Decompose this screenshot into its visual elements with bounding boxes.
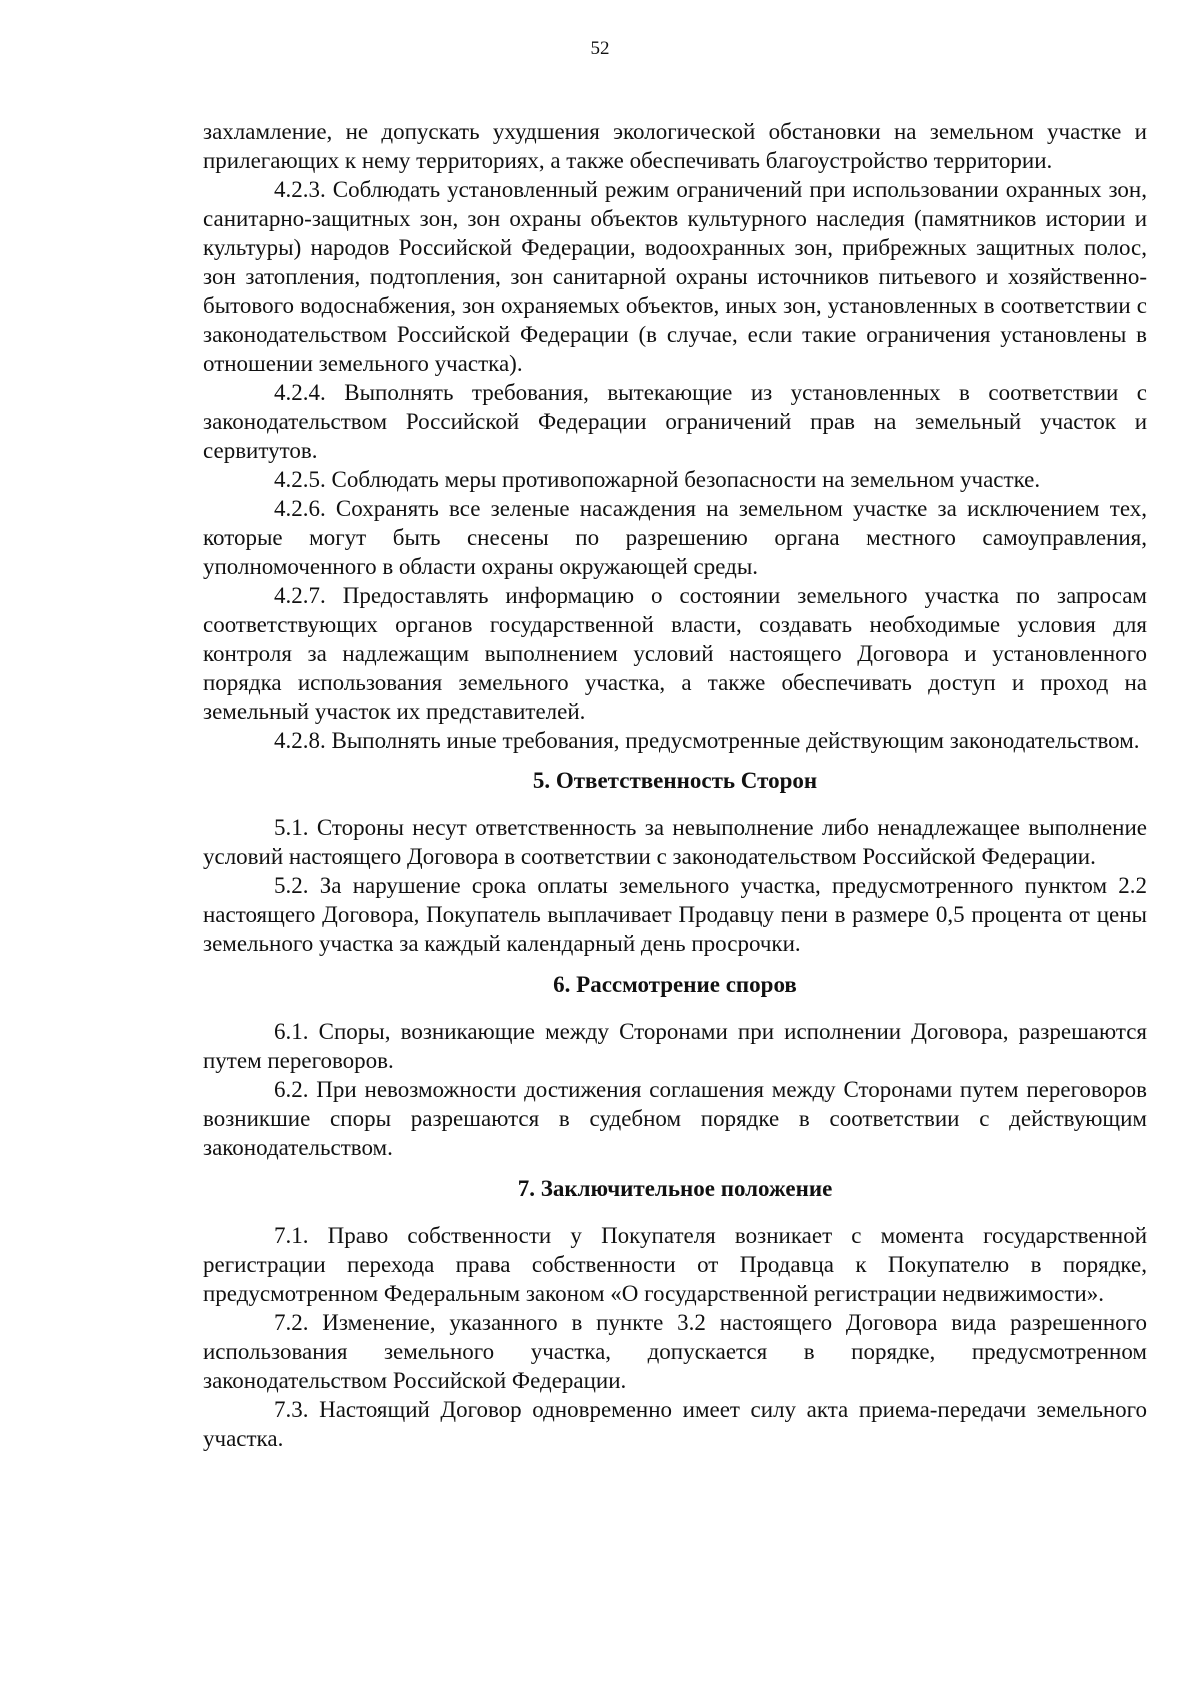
paragraph: захламление, не допускать ухудшения экологической обстановки на земельном участке и прилегающих к нему территориях, а также обеспечивать благоустройство территории.: [203, 119, 1147, 173]
page-number: 52: [590, 38, 610, 59]
section-heading: 6. Рассмотрение споров: [553, 972, 797, 997]
paragraph: 5.1. Стороны несут ответственность за невыполнение либо ненадлежащее выполнение условий настоящего Договора в соответствии с законодательством Российской Федерации.: [203, 815, 1147, 869]
paragraph: 5.2. За нарушение срока оплаты земельного участка, предусмотренного пунктом 2.2 настоящего Договора, Покупатель выплачивает Продавцу пени в размере 0,5 процента от цены земельного участка за каждый календарный день просрочки.: [203, 873, 1147, 956]
document-body: [203, 117, 1147, 1453]
paragraph: 7.3. Настоящий Договор одновременно имеет силу акта приема-передачи земельного участка.: [203, 1397, 1147, 1451]
paragraph: 6.2. При невозможности достижения соглашения между Сторонами путем переговоров возникшие споры разрешаются в судебном порядке в соответствии с действующим законодательством.: [203, 1077, 1147, 1160]
paragraph: 4.2.5. Соблюдать меры противопожарной безопасности на земельном участке.: [274, 467, 1041, 492]
paragraph: 7.1. Право собственности у Покупателя возникает с момента государственной регистрации перехода права собственности от Продавца к Покупателю в порядке, предусмотренном Федеральным законом «О государственной регистрации недвижимости».: [203, 1223, 1147, 1306]
paragraph: 4.2.3. Соблюдать установленный режим ограничений при использовании охранных зон, санитарно-защитных зон, зон охраны объектов культурного наследия (памятников истории и культуры) народов Российской Федерации, водоохранных зон, прибрежных защитных полос, зон затопления, подтопления, зон санитарной охраны источников питьевого и хозяйственно-бытового водоснабжения, зон охраняемых объектов, иных зон, установленных в соответствии с законодательством Российской Федерации (в случае, если такие ограничения установлены в отношении земельного участка).: [203, 177, 1147, 376]
paragraph: 4.2.8. Выполнять иные требования, предусмотренные действующим законодательством.: [274, 728, 1140, 753]
section-heading: 5. Ответственность Сторон: [532, 768, 818, 793]
section-heading: 7. Заключительное положение: [517, 1176, 833, 1201]
paragraph: 4.2.7. Предоставлять информацию о состоянии земельного участка по запросам соответствующих органов государственной власти, создавать необходимые условия для контроля за надлежащим выполнением условий настоящего Договора и установленного порядка использования земельного участка, а также обеспечивать доступ и проход на земельный участок их представителей.: [203, 583, 1147, 724]
paragraph: 4.2.4. Выполнять требования, вытекающие из установленных в соответствии с законодательством Российской Федерации ограничений прав на земельный участок и сервитутов.: [203, 380, 1147, 463]
paragraph: 7.2. Изменение, указанного в пункте 3.2 настоящего Договора вида разрешенного использования земельного участка, допускается в порядке, предусмотренном законодательством Российской Федерации.: [203, 1310, 1147, 1393]
paragraph: 6.1. Споры, возникающие между Сторонами при исполнении Договора, разрешаются путем переговоров.: [203, 1019, 1147, 1073]
paragraph: 4.2.6. Сохранять все зеленые насаждения на земельном участке за исключением тех, которые могут быть снесены по разрешению органа местного самоуправления, уполномоченного в области охраны окружающей среды.: [203, 496, 1147, 579]
